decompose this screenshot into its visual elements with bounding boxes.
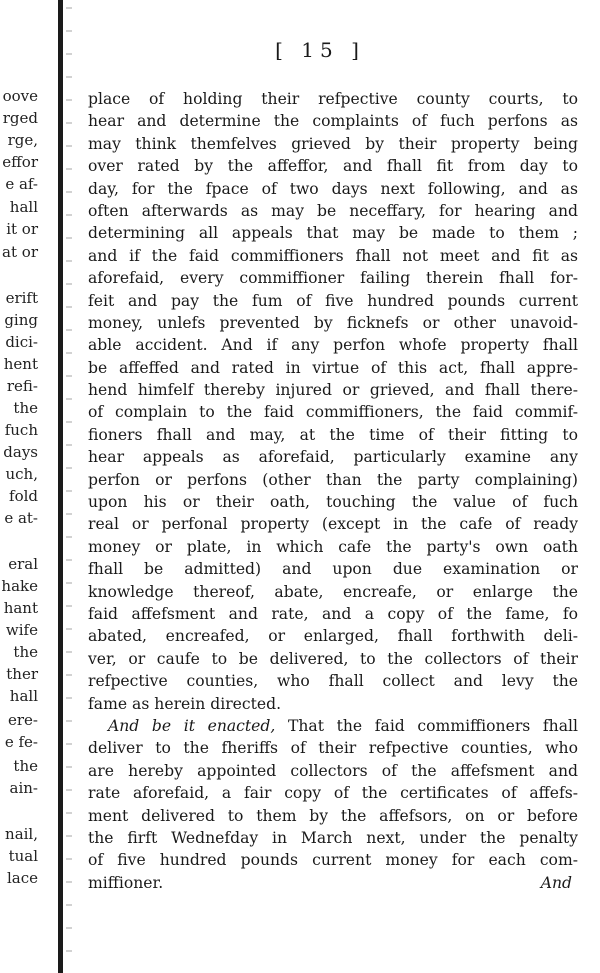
margin-fragment: ain- <box>9 779 38 797</box>
text-line: hear appeals as aforefaid, particularly examine any <box>88 448 578 467</box>
margin-fragment: ging <box>4 311 38 329</box>
text-line: over rated by the affeffor, and fhall fit from day to <box>88 157 578 176</box>
margin-fragment: at or <box>2 243 38 261</box>
text-line: miffioner. <box>88 873 164 892</box>
margin-fragment: days <box>3 443 38 461</box>
text-line: of complain to the faid commiffioners, the faid commif- <box>88 403 578 422</box>
text-line: ver, or caufe to be delivered, to the collectors of their <box>88 649 578 668</box>
text-line: fhall be admitted) and upon due examination or <box>88 560 578 579</box>
text-line: fioners fhall and may, at the time of their fitting to <box>88 425 578 444</box>
text-line: rate aforefaid, a fair copy of the certificates of affefs- <box>88 784 578 803</box>
text-line: upon his or their oath, touching the value of fuch <box>88 493 578 512</box>
margin-fragment: nail, <box>5 825 38 843</box>
margin-fragment: fold <box>9 487 38 505</box>
text-line: abated, encreafed, or enlarged, fhall forthwith deli- <box>88 627 578 646</box>
margin-fragment: wife <box>5 621 38 639</box>
text-line: hend himfelf thereby injured or grieved, and fhall there- <box>88 381 578 400</box>
text-line: knowledge thereof, abate, encreafe, or enlarge the <box>88 582 578 601</box>
paragraph-2 <box>88 715 578 894</box>
text-line: hear and determine the complaints of fuch perfons as <box>88 112 578 131</box>
margin-fragment: ther <box>6 665 38 683</box>
margin-fragment: effor <box>2 153 38 171</box>
text-line: may think themfelves grieved by their property being <box>88 134 578 153</box>
catchword: And <box>540 874 572 892</box>
margin-fragment: it or <box>6 220 38 238</box>
margin-fragment: the <box>13 399 38 417</box>
margin-fragment: oove <box>2 87 38 105</box>
text-line: aforefaid, every commiffioner failing therein fhall for- <box>88 269 578 288</box>
adjacent-page-fragments <box>0 0 60 973</box>
margin-fragment: eral <box>8 555 38 573</box>
margin-fragment: uch, <box>5 465 38 483</box>
paragraph-1 <box>88 88 578 715</box>
margin-fragment: refi- <box>6 377 38 395</box>
text-line: able accident. And if any perfon whofe property fhall <box>88 336 578 355</box>
binding-gutter-line <box>58 0 63 973</box>
page-number: [ 15 ] <box>275 38 365 62</box>
text-line: are hereby appointed collectors of the affefsment and <box>88 761 578 780</box>
text-line: ment delivered to them by the affefsors, on or before <box>88 806 578 825</box>
page-body <box>88 88 578 894</box>
text-line: perfon or perfons (other than the party complaining) <box>88 470 578 489</box>
text-line: fame as herein directed. <box>88 694 282 713</box>
binding-gutter-noise <box>66 0 72 973</box>
text-line: the firft Wednefday in March next, under the penalty <box>88 828 578 847</box>
text-line: faid affefsment and rate, and a copy of the fame, fo <box>88 604 578 623</box>
margin-fragment: dici- <box>5 333 38 351</box>
text-run: That the faid commiffioners fhall <box>287 716 578 735</box>
margin-fragment: lace <box>6 869 38 887</box>
text-line: day, for the fpace of two days next following, and as <box>88 179 578 198</box>
margin-fragment: tual <box>8 847 38 865</box>
margin-fragment: the <box>13 643 38 661</box>
text-line: of five hundred pounds current money for each com- <box>88 851 578 870</box>
text-line: money or plate, in which cafe the party's own oath <box>88 537 578 556</box>
text-line: money, unlefs prevented by ficknefs or other unavoid- <box>88 313 578 332</box>
text-line: be affeffed and rated in virtue of this act, fhall appre- <box>88 358 578 377</box>
margin-fragment: erift <box>5 289 38 307</box>
margin-fragment: fuch <box>4 421 38 439</box>
margin-fragment: e at- <box>4 509 38 527</box>
text-line: determining all appeals that may be made to them ; <box>88 224 578 243</box>
text-line: place of holding their refpective county courts, to <box>88 90 578 108</box>
margin-fragment: hant <box>3 599 38 617</box>
paragraph-2-first-line <box>88 715 578 737</box>
margin-fragment: hall <box>9 687 38 705</box>
margin-fragment: hake <box>1 577 38 595</box>
text-line: real or perfonal property (except in the cafe of ready <box>88 515 578 534</box>
text-line: feit and pay the fum of five hundred pounds current <box>88 291 578 310</box>
margin-fragment: e fe- <box>4 733 38 751</box>
margin-fragment: ere- <box>8 711 38 729</box>
margin-fragment: e af- <box>5 175 38 193</box>
margin-fragment: rged <box>2 109 38 127</box>
text-line: often afterwards as may be neceffary, for hearing and <box>88 201 578 220</box>
margin-fragment: hall <box>9 198 38 216</box>
margin-fragment: rge, <box>7 131 38 149</box>
enactment-clause: And be it enacted, <box>108 716 276 735</box>
text-line: deliver to the fheriffs of their refpective counties, who <box>88 739 578 758</box>
text-line: refpective counties, who fhall collect and levy the <box>88 672 578 691</box>
margin-fragment: the <box>13 757 38 775</box>
margin-fragment: hent <box>3 355 38 373</box>
text-line: and if the faid commiffioners fhall not meet and fit as <box>88 246 578 265</box>
